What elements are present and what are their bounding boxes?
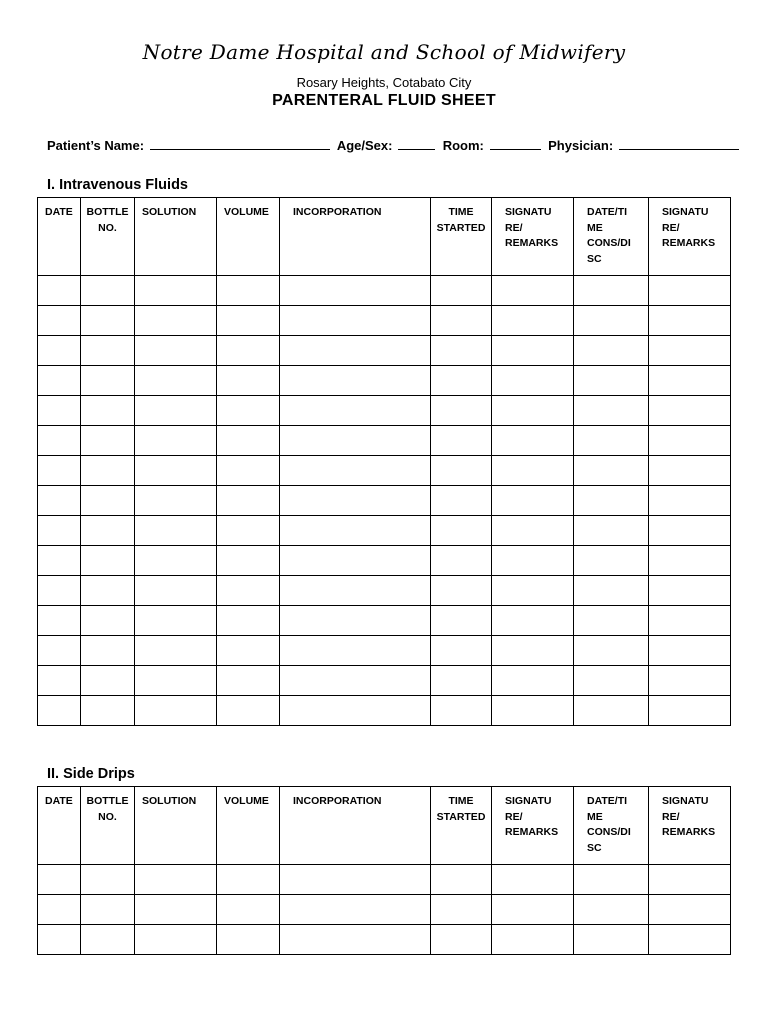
table-cell-solution[interactable] [135, 486, 217, 516]
table-cell-signature-remarks[interactable] [492, 396, 574, 426]
table-cell-date-time-cons-disc[interactable] [574, 865, 649, 895]
table-cell-date-time-cons-disc[interactable] [574, 576, 649, 606]
table-cell-signature-remarks[interactable] [492, 366, 574, 396]
table-cell-bottle-no[interactable] [81, 306, 135, 336]
table-cell-solution[interactable] [135, 276, 217, 306]
table-cell-signature-remarks-2[interactable] [649, 516, 731, 546]
table-cell-signature-remarks-2[interactable] [649, 456, 731, 486]
table-cell-bottle-no[interactable] [81, 336, 135, 366]
table-cell-signature-remarks-2[interactable] [649, 696, 731, 726]
table-cell-time-started[interactable] [431, 276, 492, 306]
table-cell-signature-remarks[interactable] [492, 486, 574, 516]
table-cell-bottle-no[interactable] [81, 576, 135, 606]
table-cell-incorporation[interactable] [280, 865, 431, 895]
table-cell-signature-remarks[interactable] [492, 426, 574, 456]
table-cell-solution[interactable] [135, 696, 217, 726]
column-header-volume: VOLUME [217, 787, 280, 865]
table-cell-date[interactable] [38, 666, 81, 696]
table-cell-date-time-cons-disc[interactable] [574, 546, 649, 576]
section-title-iv-fluids: I. Intravenous Fluids [47, 177, 188, 193]
table-cell-date-time-cons-disc[interactable] [574, 306, 649, 336]
table-cell-volume[interactable] [217, 865, 280, 895]
table-row [38, 546, 731, 576]
table-cell-solution[interactable] [135, 306, 217, 336]
table-cell-date[interactable] [38, 486, 81, 516]
table-cell-date[interactable] [38, 696, 81, 726]
table-cell-date-time-cons-disc[interactable] [574, 366, 649, 396]
table-cell-volume[interactable] [217, 276, 280, 306]
table-cell-date[interactable] [38, 336, 81, 366]
table-cell-volume[interactable] [217, 666, 280, 696]
column-header-solution: SOLUTION [135, 787, 217, 865]
table-cell-volume[interactable] [217, 426, 280, 456]
column-header-signature-remarks: SIGNATU RE/ REMARKS [492, 198, 574, 276]
age-sex-field[interactable] [398, 137, 435, 150]
column-header-signature-remarks-2: SIGNATU RE/ REMARKS [649, 787, 731, 865]
table-cell-solution[interactable] [135, 895, 217, 925]
table-cell-signature-remarks[interactable] [492, 546, 574, 576]
column-header-bottle-no: BOTTLE NO. [81, 787, 135, 865]
table-cell-signature-remarks-2[interactable] [649, 576, 731, 606]
table-cell-incorporation[interactable] [280, 696, 431, 726]
column-header-incorporation: INCORPORATION [280, 198, 431, 276]
table-cell-volume[interactable] [217, 606, 280, 636]
table-cell-time-started[interactable] [431, 396, 492, 426]
table-cell-time-started[interactable] [431, 336, 492, 366]
table-header-row [38, 787, 731, 865]
table-cell-volume[interactable] [217, 576, 280, 606]
table-cell-incorporation[interactable] [280, 666, 431, 696]
table-cell-signature-remarks[interactable] [492, 516, 574, 546]
table-cell-incorporation[interactable] [280, 456, 431, 486]
table-row [38, 456, 731, 486]
table-cell-bottle-no[interactable] [81, 546, 135, 576]
table-cell-incorporation[interactable] [280, 426, 431, 456]
table-row [38, 925, 731, 955]
table-cell-signature-remarks-2[interactable] [649, 396, 731, 426]
patient-info-line [47, 137, 743, 153]
table-row [38, 276, 731, 306]
table-row [38, 696, 731, 726]
column-header-date: DATE [38, 198, 81, 276]
table-cell-date-time-cons-disc[interactable] [574, 276, 649, 306]
table-cell-date-time-cons-disc[interactable] [574, 516, 649, 546]
table-cell-signature-remarks[interactable] [492, 865, 574, 895]
table-cell-bottle-no[interactable] [81, 426, 135, 456]
column-header-solution: SOLUTION [135, 198, 217, 276]
table-cell-date-time-cons-disc[interactable] [574, 456, 649, 486]
table-cell-volume[interactable] [217, 696, 280, 726]
column-header-date: DATE [38, 787, 81, 865]
table-cell-bottle-no[interactable] [81, 696, 135, 726]
table-cell-date-time-cons-disc[interactable] [574, 636, 649, 666]
table-cell-date-time-cons-disc[interactable] [574, 396, 649, 426]
table-cell-time-started[interactable] [431, 486, 492, 516]
table-cell-volume[interactable] [217, 895, 280, 925]
table-cell-incorporation[interactable] [280, 925, 431, 955]
table-cell-date-time-cons-disc[interactable] [574, 486, 649, 516]
table-cell-incorporation[interactable] [280, 606, 431, 636]
table-cell-volume[interactable] [217, 516, 280, 546]
table-cell-solution[interactable] [135, 636, 217, 666]
table-cell-signature-remarks[interactable] [492, 925, 574, 955]
table-cell-incorporation[interactable] [280, 276, 431, 306]
table-row [38, 666, 731, 696]
column-header-incorporation: INCORPORATION [280, 787, 431, 865]
table-row [38, 606, 731, 636]
table-cell-incorporation[interactable] [280, 516, 431, 546]
physician-label: Physician: [548, 138, 614, 153]
table-cell-date-time-cons-disc[interactable] [574, 925, 649, 955]
table-cell-date[interactable] [38, 925, 81, 955]
table-cell-signature-remarks-2[interactable] [649, 486, 731, 516]
table-cell-date[interactable] [38, 426, 81, 456]
column-header-bottle-no: BOTTLE NO. [81, 198, 135, 276]
table-cell-signature-remarks[interactable] [492, 306, 574, 336]
table-row [38, 486, 731, 516]
table-cell-signature-remarks-2[interactable] [649, 306, 731, 336]
table-cell-volume[interactable] [217, 636, 280, 666]
table-cell-date[interactable] [38, 576, 81, 606]
table-cell-signature-remarks[interactable] [492, 456, 574, 486]
table-cell-time-started[interactable] [431, 606, 492, 636]
table-cell-date-time-cons-disc[interactable] [574, 336, 649, 366]
table-cell-volume[interactable] [217, 486, 280, 516]
table-cell-volume[interactable] [217, 546, 280, 576]
column-header-date-time-cons-disc: DATE/TI ME CONS/DI SC [574, 787, 649, 865]
page-title: PARENTERAL FLUID SHEET [272, 92, 496, 109]
table-cell-bottle-no[interactable] [81, 666, 135, 696]
table-cell-bottle-no[interactable] [81, 516, 135, 546]
table-cell-date[interactable] [38, 895, 81, 925]
table-cell-signature-remarks[interactable] [492, 696, 574, 726]
table-cell-date[interactable] [38, 396, 81, 426]
table-row [38, 636, 731, 666]
table-cell-volume[interactable] [217, 336, 280, 366]
table-cell-incorporation[interactable] [280, 576, 431, 606]
side-drips-table [37, 786, 731, 955]
table-cell-time-started[interactable] [431, 865, 492, 895]
table-row [38, 865, 731, 895]
table-cell-time-started[interactable] [431, 546, 492, 576]
table-cell-date[interactable] [38, 516, 81, 546]
table-row [38, 895, 731, 925]
column-header-volume: VOLUME [217, 198, 280, 276]
table-cell-volume[interactable] [217, 366, 280, 396]
table-cell-time-started[interactable] [431, 666, 492, 696]
table-row [38, 396, 731, 426]
table-cell-time-started[interactable] [431, 366, 492, 396]
patient-name-field[interactable] [150, 137, 330, 150]
table-cell-solution[interactable] [135, 426, 217, 456]
table-cell-time-started[interactable] [431, 636, 492, 666]
table-cell-date-time-cons-disc[interactable] [574, 426, 649, 456]
table-cell-date[interactable] [38, 606, 81, 636]
column-header-date-time-cons-disc: DATE/TI ME CONS/DI SC [574, 198, 649, 276]
table-cell-bottle-no[interactable] [81, 486, 135, 516]
table-cell-volume[interactable] [217, 925, 280, 955]
table-cell-time-started[interactable] [431, 925, 492, 955]
table-cell-time-started[interactable] [431, 895, 492, 925]
table-cell-signature-remarks-2[interactable] [649, 426, 731, 456]
table-cell-bottle-no[interactable] [81, 865, 135, 895]
table-cell-incorporation[interactable] [280, 895, 431, 925]
table-cell-solution[interactable] [135, 516, 217, 546]
room-label: Room: [442, 138, 484, 153]
table-cell-solution[interactable] [135, 576, 217, 606]
table-cell-solution[interactable] [135, 336, 217, 366]
table-cell-solution[interactable] [135, 456, 217, 486]
table-cell-signature-remarks[interactable] [492, 606, 574, 636]
table-cell-bottle-no[interactable] [81, 396, 135, 426]
table-row [38, 366, 731, 396]
table-cell-incorporation[interactable] [280, 396, 431, 426]
column-header-time-started: TIME STARTED [431, 787, 492, 865]
table-cell-date[interactable] [38, 366, 81, 396]
table-cell-date[interactable] [38, 456, 81, 486]
table-row [38, 576, 731, 606]
table-cell-signature-remarks[interactable] [492, 576, 574, 606]
hospital-name: Notre Dame Hospital and School of Midwifery [142, 40, 626, 64]
table-cell-solution[interactable] [135, 865, 217, 895]
table-header-row [38, 198, 731, 276]
table-cell-time-started[interactable] [431, 576, 492, 606]
table-cell-bottle-no[interactable] [81, 366, 135, 396]
table-cell-signature-remarks-2[interactable] [649, 336, 731, 366]
table-cell-signature-remarks-2[interactable] [649, 925, 731, 955]
table-cell-signature-remarks-2[interactable] [649, 366, 731, 396]
column-header-time-started: TIME STARTED [431, 198, 492, 276]
table-cell-date[interactable] [38, 865, 81, 895]
table-row [38, 306, 731, 336]
table-cell-incorporation[interactable] [280, 546, 431, 576]
table-cell-signature-remarks-2[interactable] [649, 895, 731, 925]
patient-name-label: Patient’s Name: [47, 138, 145, 153]
table-cell-date[interactable] [38, 636, 81, 666]
table-cell-time-started[interactable] [431, 426, 492, 456]
table-cell-volume[interactable] [217, 456, 280, 486]
table-cell-solution[interactable] [135, 606, 217, 636]
table-cell-solution[interactable] [135, 396, 217, 426]
table-cell-time-started[interactable] [431, 696, 492, 726]
table-cell-signature-remarks[interactable] [492, 895, 574, 925]
table-cell-date-time-cons-disc[interactable] [574, 895, 649, 925]
table-cell-signature-remarks[interactable] [492, 276, 574, 306]
table-cell-time-started[interactable] [431, 516, 492, 546]
table-cell-solution[interactable] [135, 666, 217, 696]
table-cell-bottle-no[interactable] [81, 456, 135, 486]
table-cell-bottle-no[interactable] [81, 925, 135, 955]
iv-fluids-table [37, 197, 731, 726]
table-cell-signature-remarks-2[interactable] [649, 276, 731, 306]
table-cell-volume[interactable] [217, 306, 280, 336]
table-cell-date[interactable] [38, 306, 81, 336]
table-cell-solution[interactable] [135, 925, 217, 955]
table-cell-bottle-no[interactable] [81, 636, 135, 666]
table-cell-signature-remarks-2[interactable] [649, 606, 731, 636]
table-row [38, 516, 731, 546]
table-cell-incorporation[interactable] [280, 306, 431, 336]
table-cell-signature-remarks[interactable] [492, 636, 574, 666]
table-cell-signature-remarks-2[interactable] [649, 636, 731, 666]
table-cell-date-time-cons-disc[interactable] [574, 696, 649, 726]
physician-field[interactable] [619, 137, 739, 150]
table-row [38, 336, 731, 366]
table-cell-time-started[interactable] [431, 306, 492, 336]
column-header-signature-remarks: SIGNATU RE/ REMARKS [492, 787, 574, 865]
table-cell-date[interactable] [38, 276, 81, 306]
table-cell-date[interactable] [38, 546, 81, 576]
table-cell-incorporation[interactable] [280, 336, 431, 366]
table-cell-date-time-cons-disc[interactable] [574, 606, 649, 636]
table-cell-bottle-no[interactable] [81, 606, 135, 636]
table-cell-date-time-cons-disc[interactable] [574, 666, 649, 696]
hospital-address: Rosary Heights, Cotabato City [296, 75, 472, 90]
table-cell-incorporation[interactable] [280, 636, 431, 666]
table-cell-bottle-no[interactable] [81, 276, 135, 306]
table-cell-solution[interactable] [135, 366, 217, 396]
table-cell-incorporation[interactable] [280, 486, 431, 516]
table-cell-volume[interactable] [217, 396, 280, 426]
table-row [38, 426, 731, 456]
room-field[interactable] [490, 137, 541, 150]
age-sex-label: Age/Sex: [336, 138, 393, 153]
table-cell-incorporation[interactable] [280, 366, 431, 396]
column-header-signature-remarks-2: SIGNATU RE/ REMARKS [649, 198, 731, 276]
table-cell-time-started[interactable] [431, 456, 492, 486]
table-cell-signature-remarks[interactable] [492, 666, 574, 696]
table-cell-signature-remarks-2[interactable] [649, 546, 731, 576]
table-cell-solution[interactable] [135, 546, 217, 576]
table-cell-signature-remarks-2[interactable] [649, 865, 731, 895]
table-cell-bottle-no[interactable] [81, 895, 135, 925]
table-cell-signature-remarks[interactable] [492, 336, 574, 366]
section-title-side-drips: II. Side Drips [47, 766, 135, 782]
table-cell-signature-remarks-2[interactable] [649, 666, 731, 696]
